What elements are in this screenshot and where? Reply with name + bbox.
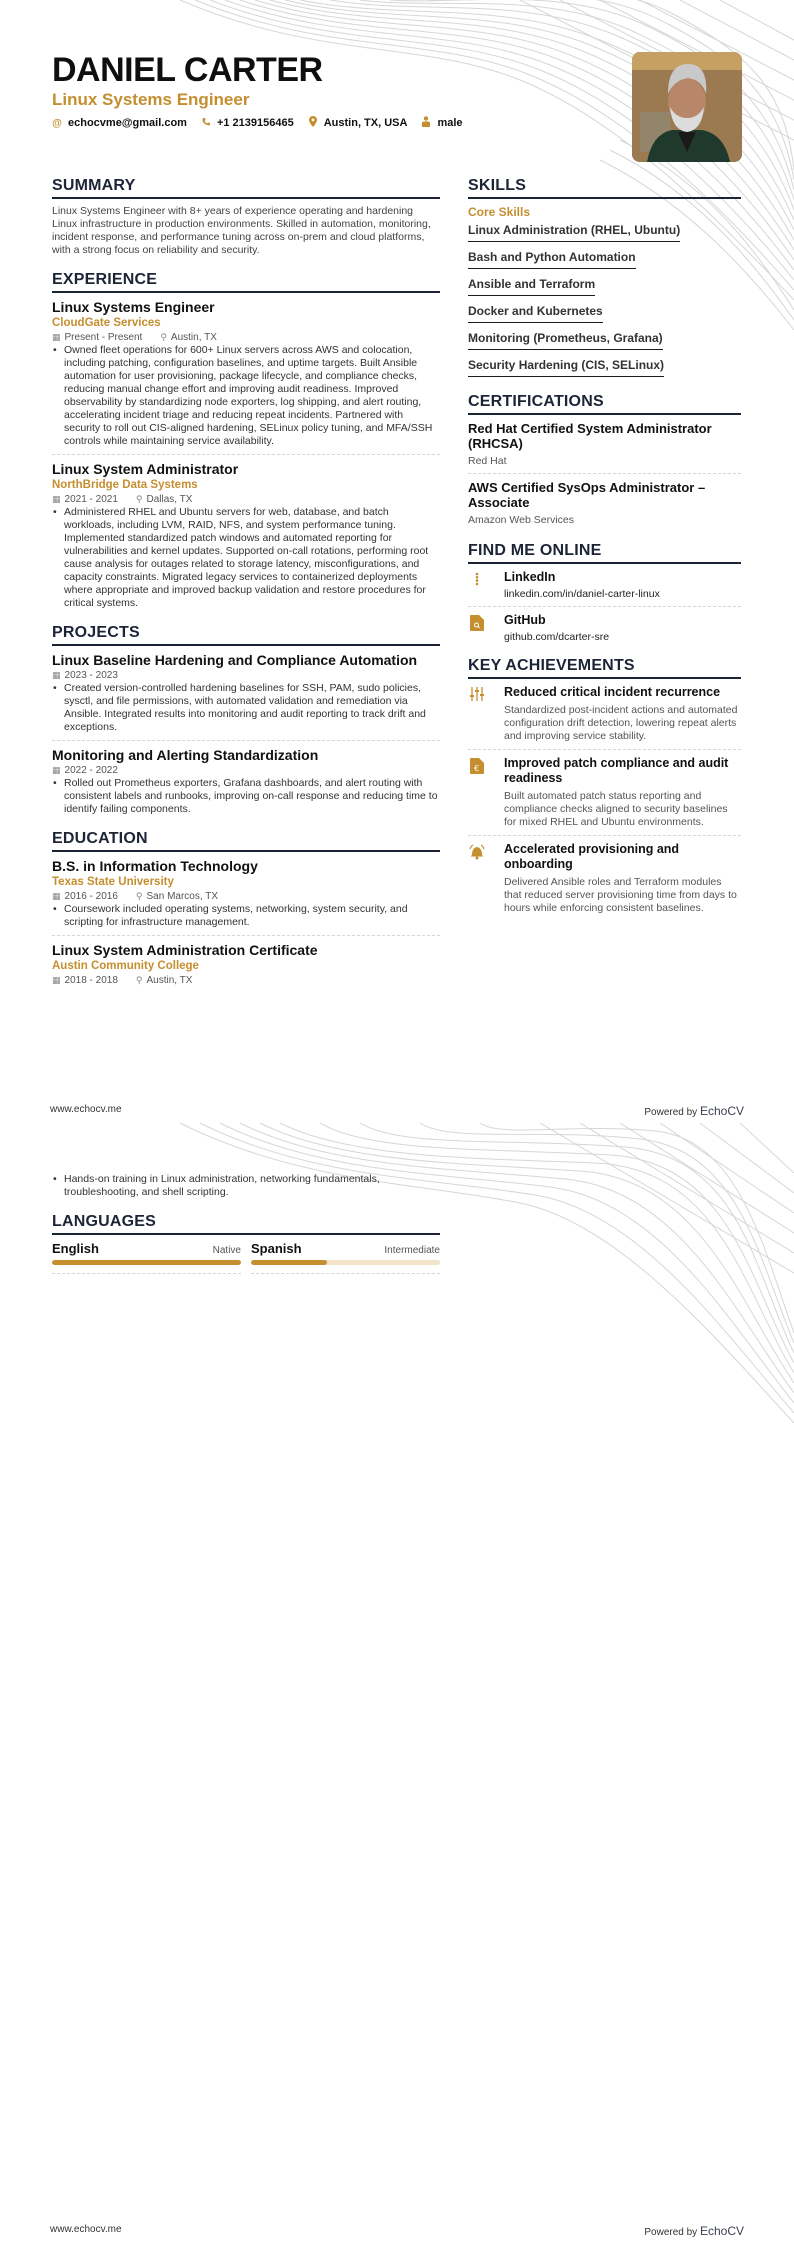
achievement-desc: Built automated patch status reporting and compliance checks aligned to security baselines for mixed RHEL and Ubuntu environments. [504, 790, 728, 828]
certifications-section [468, 393, 741, 532]
language-name: English [52, 1241, 99, 1256]
online-name: GitHub [504, 613, 546, 627]
education-bullet: • Hands-on training in Linux administration, networking fundamentals, troubleshooting, and shell scripting. [64, 1173, 440, 1199]
file-euro-icon [468, 756, 486, 829]
school-name: Texas State University [52, 876, 174, 888]
map-pin-icon: ⚲ [135, 891, 143, 901]
achievement-desc: Standardized post-incident actions and automated configuration drift detection, lowering repeat alerts and improving service stability. [504, 704, 738, 742]
online-section [468, 542, 741, 649]
skills-section [468, 177, 741, 383]
job-dates: 2021 - 2021 [64, 494, 118, 505]
sliders-icon [468, 685, 486, 743]
language-item [52, 1241, 241, 1274]
job-meta [52, 331, 440, 344]
left-column-continued [52, 1173, 440, 1274]
education-section [52, 830, 440, 993]
online-url[interactable]: linkedin.com/in/daniel-carter-linux [504, 588, 660, 600]
certification-issuer: Red Hat [468, 455, 507, 467]
language-proficiency-fill [52, 1260, 241, 1265]
contact-email[interactable] [52, 117, 187, 129]
achievement-title: Improved patch compliance and audit readiness [504, 756, 729, 785]
certification-item [468, 421, 741, 474]
education-dates: 2016 - 2016 [64, 891, 118, 902]
file-search-icon [468, 613, 486, 643]
candidate-name: DANIEL CARTER [52, 51, 323, 89]
certification-issuer: Amazon Web Services [468, 514, 575, 526]
education-meta [52, 890, 440, 903]
online-name: LinkedIn [504, 570, 556, 584]
powered-by-label: Powered by [644, 1107, 698, 1118]
brand-name: EchoCV [699, 1104, 744, 1118]
summary-section [52, 177, 440, 257]
job-bullet: • Owned fleet operations for 600+ Linux servers across AWS and colocation, including patching, configuration baselines, and uptime targets. Built Ansible automation for user provisioning, package lifecycle, and compliance checks, reducing manual change effort and improving audit readiness. Improved observability by standardizing node exporters, log shipping, and alert routing, accelerating incident triage and reducing repeat incidents. Partnered with security to roll out CIS-aligned hardening, SELinux policy tuning, and MFA/SSH controls while maintaining service availability. [64, 344, 440, 448]
contact-phone[interactable] [201, 117, 294, 130]
education-location: San Marcos, TX [146, 891, 219, 902]
page-footer [50, 1104, 744, 1118]
school-name: Austin Community College [52, 960, 199, 972]
languages-section [52, 1213, 440, 1274]
email-text: echocvme@gmail.com [68, 117, 187, 129]
experience-heading: EXPERIENCE [52, 271, 440, 293]
certification-name: AWS Certified SysOps Administrator – Associate [468, 480, 706, 510]
calendar-icon: ▦ [52, 332, 61, 342]
page-footer [50, 2224, 744, 2238]
skill-item: Monitoring (Prometheus, Grafana) [468, 331, 663, 350]
project-dates: 2022 - 2022 [64, 765, 118, 776]
language-proficiency-fill [251, 1260, 327, 1265]
project-dates: 2023 - 2023 [64, 670, 118, 681]
company-name: NorthBridge Data Systems [52, 479, 198, 491]
online-url[interactable]: github.com/dcarter-sre [504, 631, 610, 643]
language-level: Intermediate [384, 1245, 440, 1256]
project-bullet: • Created version-controlled hardening baselines for SSH, PAM, sudo policies, sysctl, and file permissions, with automated validation and remediation via Ansible. Integrated results into monitoring and audit reporting to track drift and exceptions. [64, 682, 440, 734]
skill-item: Bash and Python Automation [468, 250, 636, 269]
achievement-item [468, 685, 741, 750]
certification-item [468, 480, 741, 532]
language-list [52, 1241, 440, 1274]
brand-name: EchoCV [699, 2224, 744, 2238]
map-pin-icon [308, 116, 318, 130]
location-text: Austin, TX, USA [323, 117, 408, 129]
job-location: Austin, TX [170, 332, 217, 343]
project-item [52, 747, 440, 822]
language-item [251, 1241, 440, 1274]
education-item [52, 942, 440, 993]
education-item [52, 858, 440, 936]
calendar-icon: ▦ [52, 975, 61, 985]
job-dates: Present - Present [64, 332, 143, 343]
phone-icon [201, 117, 211, 130]
job-bullet: • Administered RHEL and Ubuntu servers for web, database, and batch workloads, including LVM, RAID, NFS, and system performance tuning. Implemented standardized patch windows and automated reporting for vulnerabilities and kernel updates. Supported on-call rotations, performing root cause analysis for outages related to storage latency, misconfigurations, and capacity constraints. Migrated legacy services to containerized deployments where appropriate and improved backup validation and restore procedures for critical systems. [64, 506, 440, 610]
education-meta [52, 974, 440, 987]
summary-heading: SUMMARY [52, 177, 440, 199]
skill-item: Security Hardening (CIS, SELinux) [468, 358, 664, 377]
resume-page-2 [0, 1123, 794, 2246]
contact-gender [421, 116, 462, 130]
language-level: Native [212, 1245, 241, 1256]
education-continued [52, 1173, 440, 1199]
resume-header [52, 52, 463, 130]
skill-item: Linux Administration (RHEL, Ubuntu) [468, 223, 680, 242]
calendar-icon: ▦ [52, 494, 61, 504]
experience-section [52, 271, 440, 616]
map-pin-icon: ⚲ [160, 332, 167, 342]
powered-by-label: Powered by [644, 2227, 698, 2238]
achievement-desc: Delivered Ansible roles and Terraform modules that reduced server provisioning time from days to hours while enforcing consistent baselines. [504, 876, 737, 914]
profile-photo [632, 52, 742, 162]
education-heading: EDUCATION [52, 830, 440, 852]
phone-text: +1 2139156465 [216, 117, 294, 129]
achievement-title: Reduced critical incident recurrence [504, 685, 721, 699]
footer-powered-by [644, 1104, 744, 1118]
svg-text:€: € [474, 764, 480, 773]
at-sign-icon: @ [52, 117, 62, 129]
languages-heading: LANGUAGES [52, 1213, 440, 1235]
divider [251, 1273, 440, 1274]
project-title: Monitoring and Alerting Standardization [52, 747, 319, 763]
contact-list [52, 116, 463, 130]
skill-item: Docker and Kubernetes [468, 304, 603, 323]
project-title: Linux Baseline Hardening and Compliance Automation [52, 652, 418, 668]
project-item [52, 652, 440, 741]
dots-vertical-icon [468, 570, 486, 600]
language-proficiency-bar [251, 1260, 440, 1265]
online-item-linkedin[interactable] [468, 570, 741, 607]
decorative-wave-lines [0, 1123, 794, 1443]
project-meta [52, 764, 440, 777]
skill-item: Ansible and Terraform [468, 277, 595, 296]
candidate-title: Linux Systems Engineer [52, 90, 250, 109]
achievements-heading: KEY ACHIEVEMENTS [468, 657, 741, 679]
person-icon [421, 116, 431, 130]
language-proficiency-bar [52, 1260, 241, 1265]
divider [52, 1273, 241, 1274]
job-title: Linux Systems Engineer [52, 299, 215, 315]
gender-text: male [437, 117, 463, 129]
footer-powered-by [644, 2224, 744, 2238]
contact-location [308, 116, 408, 130]
footer-website[interactable]: www.echocv.me [50, 1104, 122, 1115]
map-pin-icon: ⚲ [135, 494, 143, 504]
online-heading: FIND ME ONLINE [468, 542, 741, 564]
education-location: Austin, TX [146, 975, 193, 986]
projects-section [52, 624, 440, 822]
company-name: CloudGate Services [52, 317, 161, 329]
map-pin-icon: ⚲ [135, 975, 143, 985]
job-location: Dallas, TX [146, 494, 193, 505]
job-title: Linux System Administrator [52, 461, 239, 477]
education-bullet: • Coursework included operating systems, networking, system security, and scripting for infrastructure management. [64, 903, 440, 929]
skill-group-label: Core Skills [468, 205, 531, 219]
achievement-item [468, 756, 741, 836]
language-name: Spanish [251, 1241, 302, 1256]
calendar-icon: ▦ [52, 670, 61, 680]
education-dates: 2018 - 2018 [64, 975, 118, 986]
achievement-title: Accelerated provisioning and onboarding [504, 842, 680, 871]
job-meta [52, 493, 440, 506]
bell-icon [468, 842, 486, 915]
projects-heading: PROJECTS [52, 624, 440, 646]
certification-name: Red Hat Certified System Administrator (RHCSA) [468, 421, 712, 451]
skills-heading: SKILLS [468, 177, 741, 199]
summary-text: Linux Systems Engineer with 8+ years of experience operating and hardening Linux infrastructure in production environments. Skilled in automation, monitoring, incident response, and performance tuning across on-prem and cloud platforms, with a strong focus on reliability and security. [52, 205, 431, 256]
left-column [52, 177, 440, 999]
right-column [468, 177, 741, 927]
certifications-heading: CERTIFICATIONS [468, 393, 741, 415]
achievements-section [468, 657, 741, 921]
calendar-icon: ▦ [52, 765, 61, 775]
experience-item [52, 299, 440, 455]
online-item-github[interactable] [468, 613, 741, 649]
experience-item [52, 461, 440, 616]
achievement-item [468, 842, 741, 921]
project-meta [52, 669, 440, 682]
footer-website[interactable]: www.echocv.me [50, 2224, 122, 2235]
degree-title: Linux System Administration Certificate [52, 942, 318, 958]
calendar-icon: ▦ [52, 891, 61, 901]
degree-title: B.S. in Information Technology [52, 858, 258, 874]
project-bullet: • Rolled out Prometheus exporters, Grafana dashboards, and alert routing with consistent labels and runbooks, improving on-call response and reducing time to identify failing components. [64, 777, 440, 816]
